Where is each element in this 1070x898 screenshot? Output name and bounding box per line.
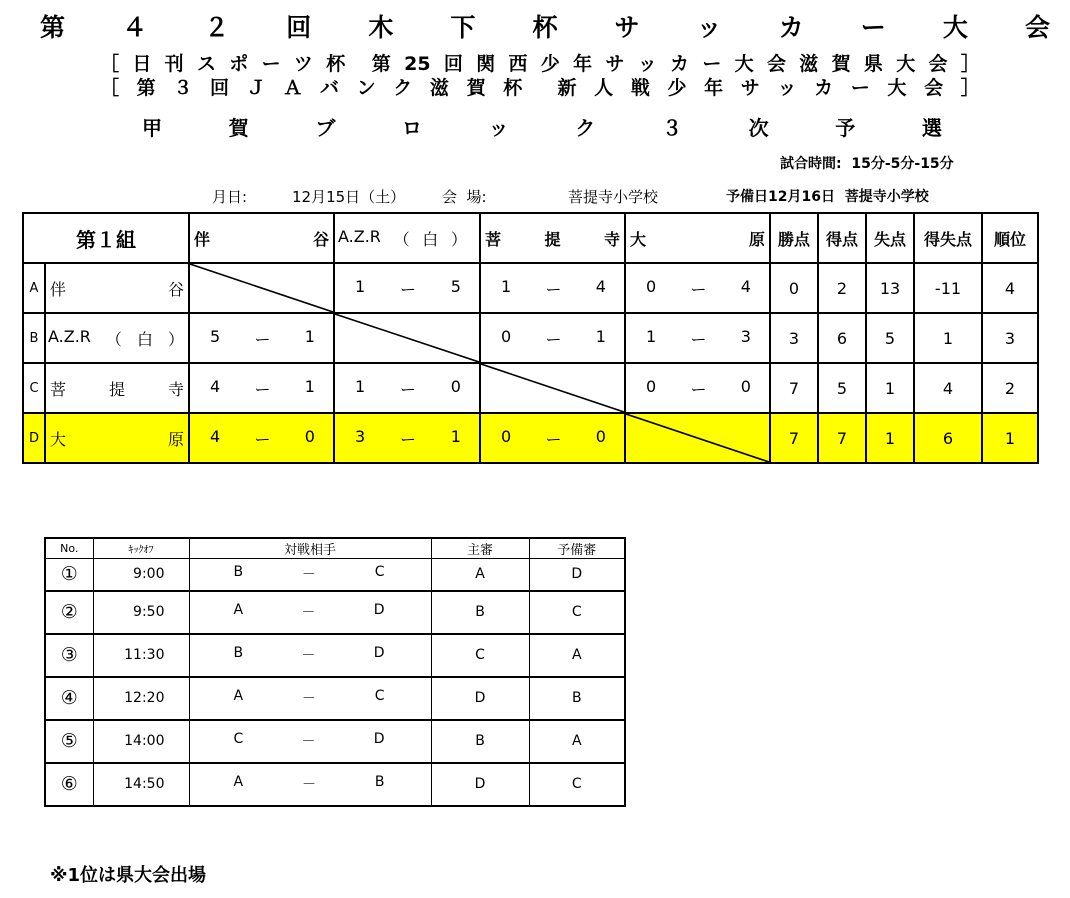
standings-row [23,263,1038,313]
subtitle-char: 刊 [164,53,184,75]
stat-goals-for: 5 [818,363,866,413]
date-label: 月日: [212,188,248,206]
title-char: 会 [1024,13,1050,42]
subtitle-char: ス [196,53,216,75]
match-score [480,263,625,313]
subtitle-char: 第 [136,77,156,99]
team-name-parts [46,327,188,350]
self-match-cell [189,263,334,313]
referee: D [431,677,529,720]
team-name-parts [46,277,188,300]
score-away: 5 [450,276,461,296]
score-parts [190,377,333,400]
subtitle-char: 杯 [326,53,346,75]
match-score [189,313,334,363]
col-header-ohara [625,213,770,263]
team-name [45,263,189,313]
reserve-referee: C [529,763,625,806]
score-parts [190,327,333,350]
venue-label: 会 場: [442,188,487,206]
matchup-home: B [233,564,244,581]
title-char: カ [778,13,804,42]
matchup-home: A [233,602,244,618]
col-header-goal-diff: 得失点 [914,213,982,263]
block-title-char: 賀 [228,116,249,140]
col-header-goals-against: 失点 [866,213,914,263]
subtitle-char: 関 [476,53,496,75]
col-header-rank: 順位 [982,213,1038,263]
subtitle-char: 人 [594,77,614,99]
subtitle-nikkan [100,52,980,76]
matchup-away: D [373,731,385,747]
kickoff-time: 9:50 [93,591,189,634]
team-name-part: （ [105,329,122,349]
col-header-part: 白 [422,229,439,249]
score-dash: ー [545,429,562,449]
diagonal-line [190,264,333,312]
team-name-part: A.Z.R [48,326,91,346]
matchup-sep: － [301,605,316,621]
stat-rank: 4 [982,263,1038,313]
stat-goals-for: 2 [818,263,866,313]
match-number: ⑥ [45,763,93,806]
match-score [334,363,480,413]
team-name-part: 谷 [167,279,184,299]
subtitle-char: 滋 [799,53,819,75]
subtitle-char: バ [319,77,339,99]
stat-goals-against: 1 [866,363,914,413]
team-name-part: 大 [50,429,67,449]
self-match-cell [480,363,625,413]
score-home: 1 [501,276,512,296]
match-score [334,263,480,313]
schedule-row [45,720,625,763]
score-home: 0 [646,376,657,396]
score-home: 1 [355,376,366,396]
venue-value: 菩提寺小学校 [568,188,659,206]
schedule-row [45,763,625,806]
matchup-home: A [233,774,244,790]
subtitle-ja-bank [100,76,980,100]
score-parts [335,377,479,400]
subtitle-char: ポ [229,53,249,75]
score-home: 1 [646,326,657,346]
subtitle-char: ３ [173,77,193,99]
match-score [625,263,770,313]
matchup-sep: － [301,734,316,750]
match-score [334,413,480,463]
subtitle-char: 回 [209,77,229,99]
subtitle-char: 第 [371,53,391,75]
subtitle-char: 年 [704,77,724,99]
score-parts [626,377,769,400]
score-home: 4 [210,376,221,396]
subtitle-char: 会 [928,53,948,75]
matchup-sep: － [301,567,316,584]
schedule-table [44,537,626,807]
team-name-part: 白 [136,329,153,349]
matchup [189,763,431,806]
col-header-azr [334,213,480,263]
score-away: 1 [450,426,461,446]
subtitle-char: ［ [100,77,120,99]
score-dash: ー [254,379,271,399]
schedule-row [45,634,625,677]
block-title-char: 選 [921,116,942,140]
matchup-away: C [374,688,385,704]
title-char: ー [860,13,886,42]
matchup-parts [190,731,431,751]
match-score [480,413,625,463]
matchup-away: D [373,645,385,661]
matchup [189,559,431,591]
stat-goal-diff: 1 [914,313,982,363]
reserve-referee: D [529,559,625,591]
subtitle-char: ッ [777,77,797,99]
subtitle-char: ー [261,53,281,75]
subtitle-char: ］ [960,77,980,99]
stat-rank: 3 [982,313,1038,363]
matchup-parts [190,602,431,622]
subtitle-char: ］ [960,53,980,75]
score-away: 4 [740,276,751,296]
stat-goal-diff: 6 [914,413,982,463]
subtitle-char: カ [814,77,834,99]
date-value: 12月15日（土） [292,188,406,206]
match-score [480,313,625,363]
stat-points: 7 [770,363,818,413]
score-home: 3 [355,426,366,446]
block-title-char: ロ [401,116,422,140]
subtitle-char: 年 [573,53,593,75]
matchup-parts [190,688,431,708]
score-away: 4 [595,276,606,296]
matchup [189,720,431,763]
team-name-parts [46,427,188,450]
col-header-part: （ [393,229,410,249]
subtitle-char: ー [702,53,722,75]
match-score [625,363,770,413]
diagonal-line [626,414,769,462]
matchup-away: D [373,602,385,618]
col-header-part: 伴 [194,229,211,249]
matchup-sep: － [301,648,316,664]
score-dash: ー [690,329,707,349]
stat-goals-for: 7 [818,413,866,463]
team-name-parts [46,377,188,400]
subtitle-char: 会 [766,53,786,75]
team-name-part: 伴 [50,279,67,299]
match-score [189,363,334,413]
col-header-part: 提 [544,229,561,249]
stat-rank: 2 [982,363,1038,413]
match-time: 試合時間: 15分-5分-15分 [780,156,954,172]
subtitle-char: 大 [887,77,907,99]
referee: D [431,763,529,806]
subtitle-char: 戦 [630,77,650,99]
subtitle-char: 25 [404,53,431,75]
matchup [189,591,431,634]
score-home: 0 [501,326,512,346]
score-parts [481,277,624,300]
match-number: ① [45,559,93,591]
matchup-away: B [374,774,385,790]
col-header-goals-for: 得点 [818,213,866,263]
score-home: 0 [501,426,512,446]
match-number: ② [45,591,93,634]
stat-points: 3 [770,313,818,363]
title-char: 回 [286,13,312,42]
col-header-part: ） [450,229,467,249]
team-name [45,363,189,413]
standings-row [23,363,1038,413]
standings-row [23,313,1038,363]
matchup-parts [190,774,431,794]
col-header-bodaiji [480,213,625,263]
subtitle-char: ［ [100,53,120,75]
referee: A [431,559,529,591]
matchup-parts [190,645,431,665]
team-letter: A [23,263,45,313]
subtitle-char: 少 [667,77,687,99]
subtitle-char: ク [393,77,413,99]
team-name [45,413,189,463]
match-number: ④ [45,677,93,720]
referee: B [431,591,529,634]
score-away: 0 [595,426,606,446]
footnote: ※1位は県大会出場 [50,865,207,886]
score-parts [626,277,769,300]
score-dash: ー [399,429,416,449]
kickoff-time: 9:00 [93,559,189,591]
score-away: 1 [595,326,606,346]
diagonal-line [335,314,479,362]
title-char: 木 [368,13,394,42]
score-home: 5 [210,326,221,346]
matchup-away: C [374,564,385,581]
score-dash: ー [254,429,271,449]
title-char: 下 [450,13,476,42]
subtitle-char: 大 [896,53,916,75]
reserve-referee: A [529,720,625,763]
score-home: 0 [646,276,657,296]
score-home: 1 [355,276,366,296]
score-dash: ー [399,379,416,399]
title-char: 第 [40,13,66,42]
kickoff-time: 11:30 [93,634,189,677]
stat-goal-diff: -11 [914,263,982,313]
matchup-sep: － [301,691,316,707]
subtitle-char: 日 [132,53,152,75]
stat-goals-for: 6 [818,313,866,363]
score-parts [335,277,479,300]
referee: C [431,634,529,677]
subtitle-char: ー [850,77,870,99]
kickoff-time: 14:00 [93,720,189,763]
block-title-char: ッ [488,116,509,140]
stat-goals-against: 1 [866,413,914,463]
score-away: 0 [304,426,315,446]
kickoff-time: 14:50 [93,763,189,806]
subtitle-char: 賀 [831,53,851,75]
subtitle-char: 滋 [429,77,449,99]
subtitle-char: サ [740,77,760,99]
kickoff-time: 12:20 [93,677,189,720]
reserve-referee: B [529,677,625,720]
title-char: ッ [696,13,722,42]
team-letter: C [23,363,45,413]
subtitle-char: ッ [637,53,657,75]
block-title-char: 予 [835,116,856,140]
schedule-header-kickoff: ｷｯｸｵﾌ [93,538,189,559]
matchup-home: B [233,645,244,661]
title-char: サ [614,13,640,42]
team-name-part: 寺 [167,379,184,399]
stat-points: 7 [770,413,818,463]
subtitle-char: 賀 [466,77,486,99]
title-char: ２ [204,13,230,42]
reserve-day: 予備日12月16日 菩提寺小学校 [726,189,929,205]
col-header-part: 大 [630,229,647,249]
score-away: 3 [740,326,751,346]
standings-table [22,212,1039,464]
schedule-row [45,591,625,634]
reserve-referee: C [529,591,625,634]
self-match-cell [334,313,480,363]
schedule-header-reserve-referee: 予備審 [529,538,625,559]
block-title-char: ブ [315,116,336,140]
team-name-part: 菩 [50,379,67,399]
stat-points: 0 [770,263,818,313]
subtitle-char: ツ [293,53,313,75]
subtitle-char: サ [605,53,625,75]
matchup-sep: － [301,777,316,793]
subtitle-char: 回 [443,53,463,75]
standings-row [23,413,1038,463]
score-dash: ー [690,279,707,299]
match-score [625,313,770,363]
subtitle-char: Ａ [283,77,303,99]
col-header-part: A.Z.R [338,226,381,246]
title-char: 杯 [532,13,558,42]
block-title-char: ３ [661,116,682,140]
col-header-part: 菩 [485,229,502,249]
title-char: 大 [942,13,968,42]
standings-header-row [23,213,1038,263]
schedule-header-matchup: 対戦相手 [189,538,431,559]
stat-goals-against: 5 [866,313,914,363]
score-parts [626,327,769,350]
score-away: 1 [304,326,315,346]
schedule-header-referee: 主審 [431,538,529,559]
score-dash: ー [254,329,271,349]
block-title-char: ク [575,116,596,140]
referee: B [431,720,529,763]
score-parts [481,427,624,450]
team-name [45,313,189,363]
score-away: 0 [450,376,461,396]
team-name-part: 提 [108,379,125,399]
score-dash: ー [399,279,416,299]
schedule-row [45,677,625,720]
stat-goal-diff: 4 [914,363,982,413]
col-header-points: 勝点 [770,213,818,263]
score-away: 0 [740,376,751,396]
score-parts [190,427,333,450]
score-dash: ー [545,329,562,349]
subtitle-char: 会 [924,77,944,99]
col-header-part: 寺 [603,229,620,249]
reserve-referee: A [529,634,625,677]
subtitle-char: 西 [508,53,528,75]
matchup [189,677,431,720]
team-letter: B [23,313,45,363]
match-number: ⑤ [45,720,93,763]
subtitle-char: 少 [540,53,560,75]
matchup-parts [190,564,431,584]
team-name-part: ） [167,329,184,349]
subtitle-char: Ｊ [246,77,266,99]
col-header-bantani [189,213,334,263]
stat-goals-against: 13 [866,263,914,313]
col-header-part: 原 [748,229,765,249]
stat-rank: 1 [982,413,1038,463]
block-title [142,114,942,142]
score-parts [335,427,479,450]
subtitle-char: 大 [734,53,754,75]
schedule-header-no: No. [45,538,93,559]
matchup-home: A [233,688,244,704]
group-label: 第１組 [23,213,189,263]
match-score [189,413,334,463]
main-title [40,10,1050,46]
subtitle-char: 杯 [503,77,523,99]
diagonal-line [481,364,624,412]
self-match-cell [625,413,770,463]
team-letter: D [23,413,45,463]
subtitle-char: ン [356,77,376,99]
subtitle-char: 新 [557,77,577,99]
matchup [189,634,431,677]
match-number: ③ [45,634,93,677]
block-title-char: 甲 [142,116,162,140]
subtitle-char: カ [670,53,690,75]
block-title-char: 次 [748,116,769,140]
score-away: 1 [304,376,315,396]
subtitle-char: 県 [863,53,883,75]
schedule-row [45,559,625,591]
team-name-part: 原 [167,429,184,449]
schedule-header-row [45,538,625,559]
score-dash: ー [545,279,562,299]
score-parts [481,327,624,350]
score-dash: ー [690,379,707,399]
score-home: 4 [210,426,221,446]
title-char: ４ [122,13,148,42]
col-header-part: 谷 [312,229,329,249]
matchup-home: C [233,731,244,747]
